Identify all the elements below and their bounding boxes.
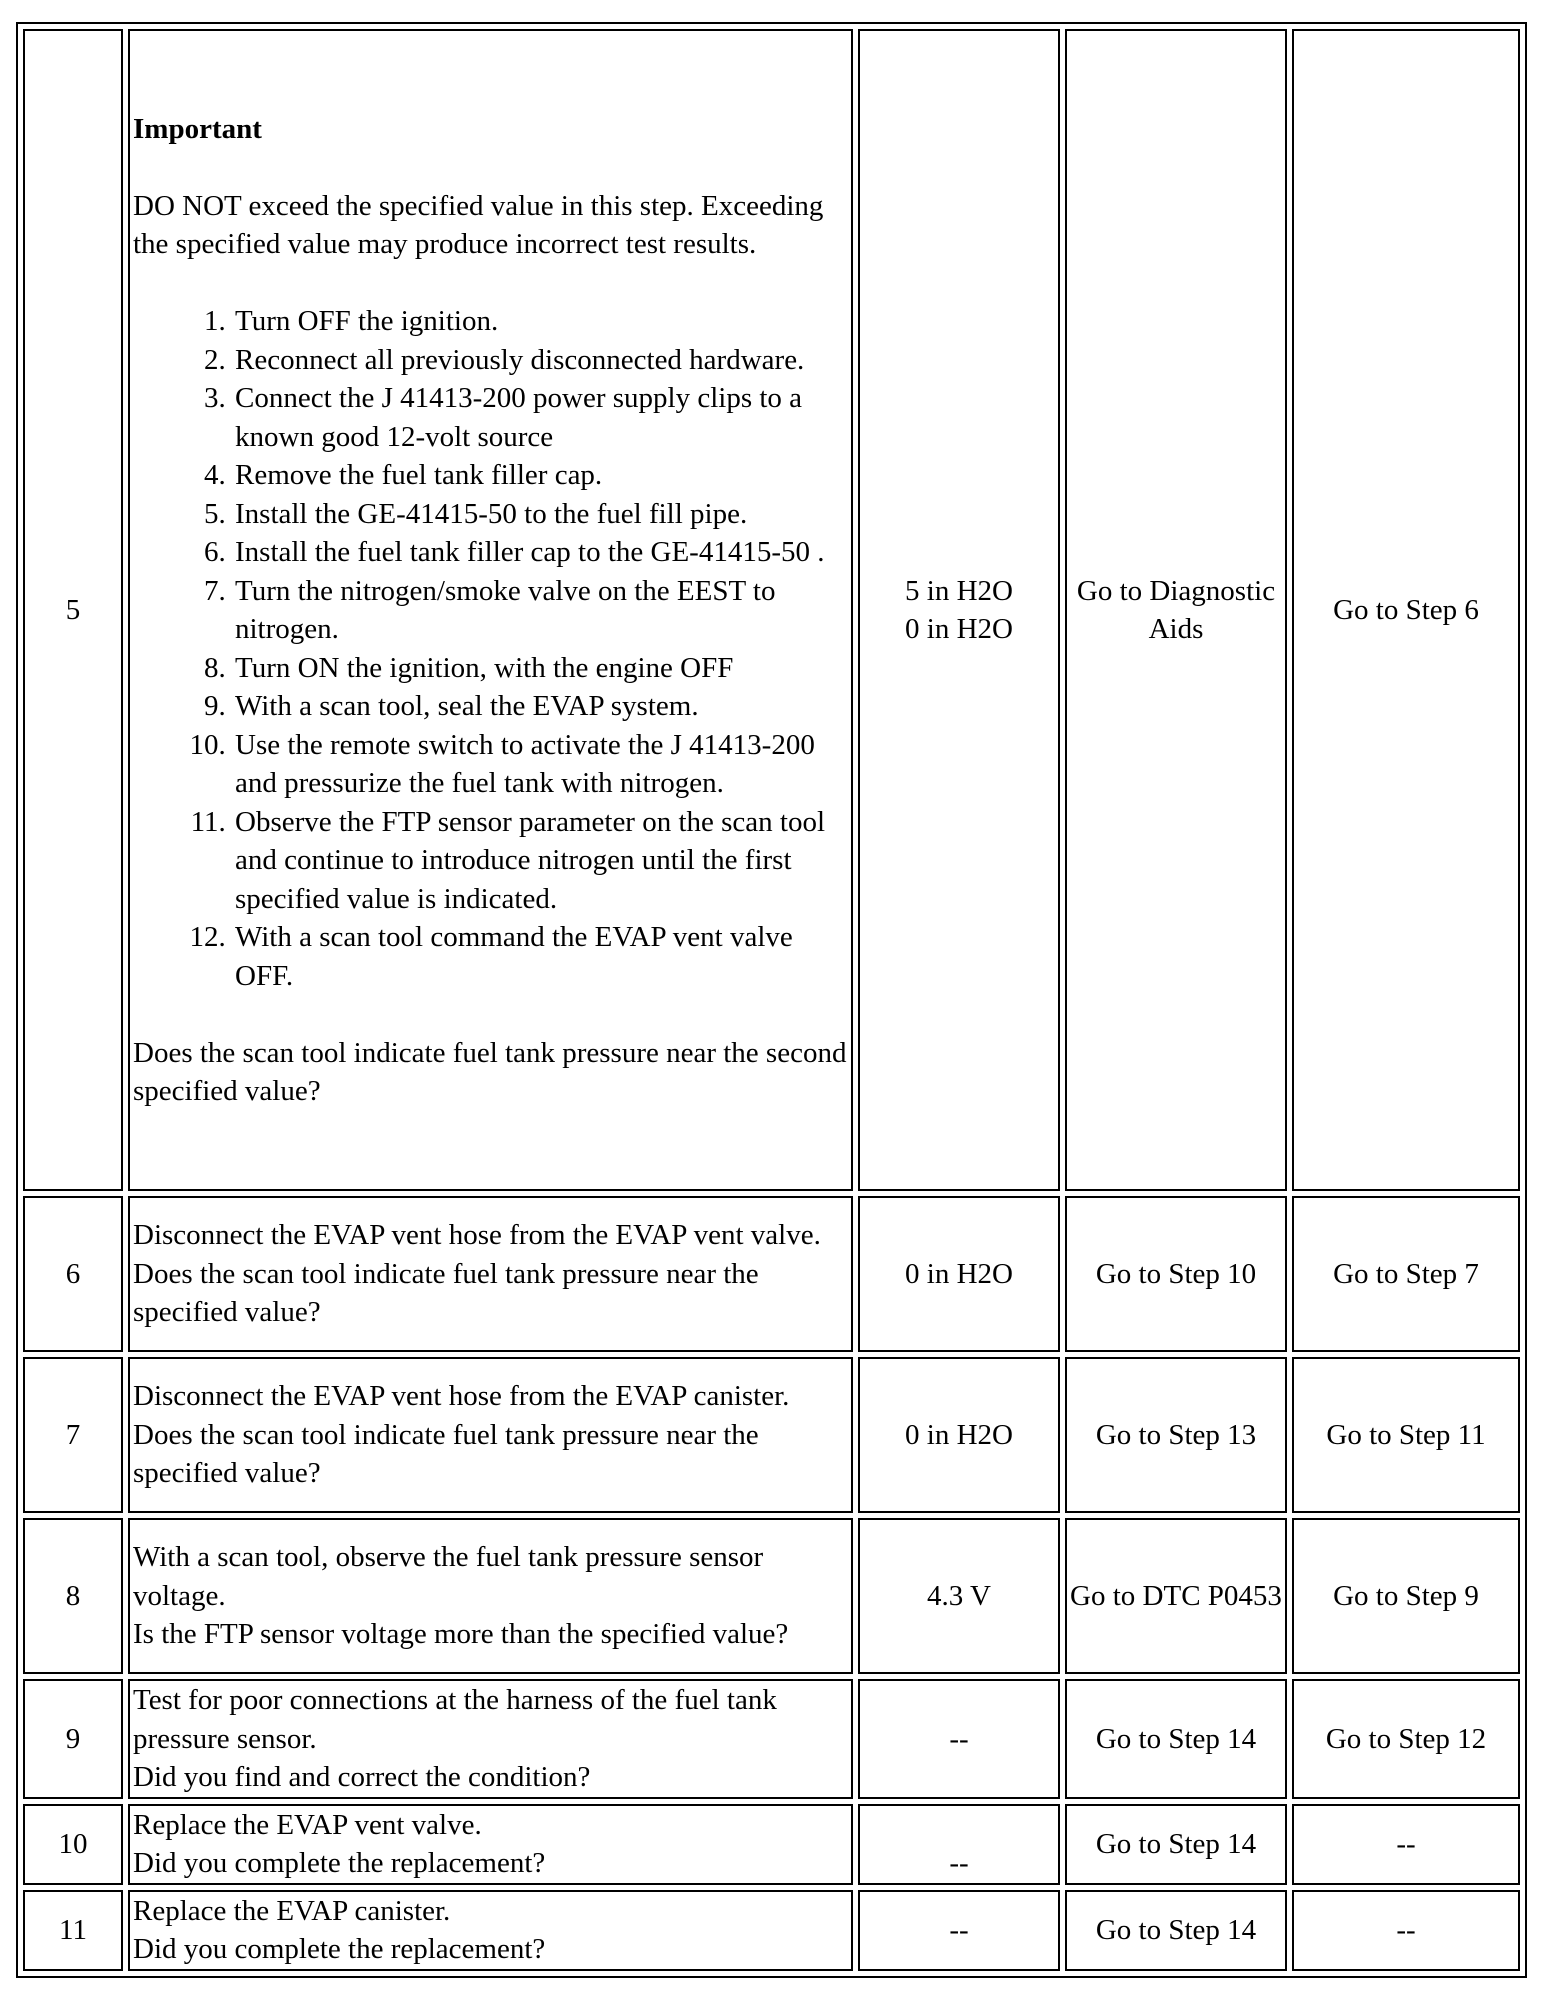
value-cell: 0 in H2O [858,1357,1060,1513]
list-item: 8. Turn ON the ignition, with the engine OFF [233,649,848,688]
important-heading: Important [133,112,262,145]
table-row-step-10 [23,1804,1520,1885]
question-text: Did you complete the replacement? [133,1847,546,1879]
action-cell [128,29,853,1191]
table-row-step-7 [23,1357,1520,1513]
step-number: 11 [23,1890,123,1971]
no-cell: Go to Step 6 [1292,29,1520,1191]
action-cell [128,1804,853,1885]
value-cell: 0 in H2O [858,1196,1060,1352]
list-item: 5. Install the GE-41415-50 to the fuel fill pipe. [233,495,848,534]
step-number: 8 [23,1518,123,1674]
table-row-step-11 [23,1890,1520,1971]
yes-cell: Go to Step 10 [1065,1196,1287,1352]
step-number: 9 [23,1679,123,1799]
yes-cell: Go to Step 14 [1065,1890,1287,1971]
list-item: 3. Connect the J 41413-200 power supply clips to a known good 12-volt source [233,379,848,456]
list-item: 7. Turn the nitrogen/smoke valve on the EEST to nitrogen. [233,572,848,649]
value-cell: 4.3 V [858,1518,1060,1674]
value-cell: -- [858,1804,1060,1885]
question-text: Does the scan tool indicate fuel tank pressure near the second specified value? [133,1036,847,1107]
question-text: Is the FTP sensor voltage more than the specified value? [133,1618,789,1651]
question-text: Did you complete the replacement? [133,1933,546,1965]
yes-cell: Go to Step 13 [1065,1357,1287,1513]
action-text: With a scan tool, observe the fuel tank pressure sensor voltage. [133,1541,764,1612]
important-note: DO NOT exceed the specified value in this step. Exceeding the specified value may produce incorrect test results. [133,189,824,260]
action-cell [128,1518,853,1674]
action-text: Test for poor connections at the harness of the fuel tank pressure sensor. [133,1684,777,1755]
action-cell [128,1890,853,1971]
action-text: Disconnect the EVAP vent hose from the EVAP canister. [133,1380,790,1413]
instruction-list [133,302,848,995]
action-text: Disconnect the EVAP vent hose from the EVAP vent valve. [133,1219,821,1252]
list-item: 6. Install the fuel tank filler cap to the GE-41415-50 . [233,533,848,572]
no-cell: Go to Step 7 [1292,1196,1520,1352]
no-cell: -- [1292,1890,1520,1971]
question-text: Does the scan tool indicate fuel tank pressure near the specified value? [133,1418,759,1490]
table-row-step-5 [23,29,1520,1191]
action-cell [128,1196,853,1352]
yes-cell: Go to Step 14 [1065,1679,1287,1799]
value-cell: -- [858,1679,1060,1799]
list-item: 12. With a scan tool command the EVAP vent valve OFF. [233,918,848,995]
no-cell: Go to Step 9 [1292,1518,1520,1674]
step-number: 6 [23,1196,123,1352]
action-cell [128,1679,853,1799]
no-cell: Go to Step 11 [1292,1357,1520,1513]
action-text: Replace the EVAP vent valve. [133,1808,482,1841]
no-cell: -- [1292,1804,1520,1885]
list-item: 4. Remove the fuel tank filler cap. [233,456,848,495]
value-first: 5 in H2O [905,574,1013,607]
list-item: 10. Use the remote switch to activate the J 41413-200 and pressurize the fuel tank with nitrogen. [233,726,848,803]
no-cell: Go to Step 12 [1292,1679,1520,1799]
value-cell: -- [858,1890,1060,1971]
diagnostic-table [16,22,1527,1978]
table-row-step-8 [23,1518,1520,1674]
yes-cell: Go to Step 14 [1065,1804,1287,1885]
step-number: 5 [23,29,123,1191]
list-item: 1. Turn OFF the ignition. [233,302,848,341]
yes-cell: Go to DTC P0453 [1065,1518,1287,1674]
step-number: 7 [23,1357,123,1513]
list-item: 9. With a scan tool, seal the EVAP system. [233,687,848,726]
list-item: 2. Reconnect all previously disconnected hardware. [233,341,848,380]
action-cell [128,1357,853,1513]
yes-cell: Go to Diagnostic Aids [1065,29,1287,1191]
list-item: 11. Observe the FTP sensor parameter on the scan tool and continue to introduce nitrogen until the first specified value is indicated. [233,803,848,919]
value-cell [858,29,1060,1191]
question-text: Does the scan tool indicate fuel tank pressure near the specified value? [133,1257,759,1329]
value-second: 0 in H2O [905,613,1013,645]
question-text: Did you find and correct the condition? [133,1761,591,1793]
page [16,22,1527,1978]
action-text: Replace the EVAP canister. [133,1894,451,1927]
table-row-step-9 [23,1679,1520,1799]
step-number: 10 [23,1804,123,1885]
table-row-step-6 [23,1196,1520,1352]
